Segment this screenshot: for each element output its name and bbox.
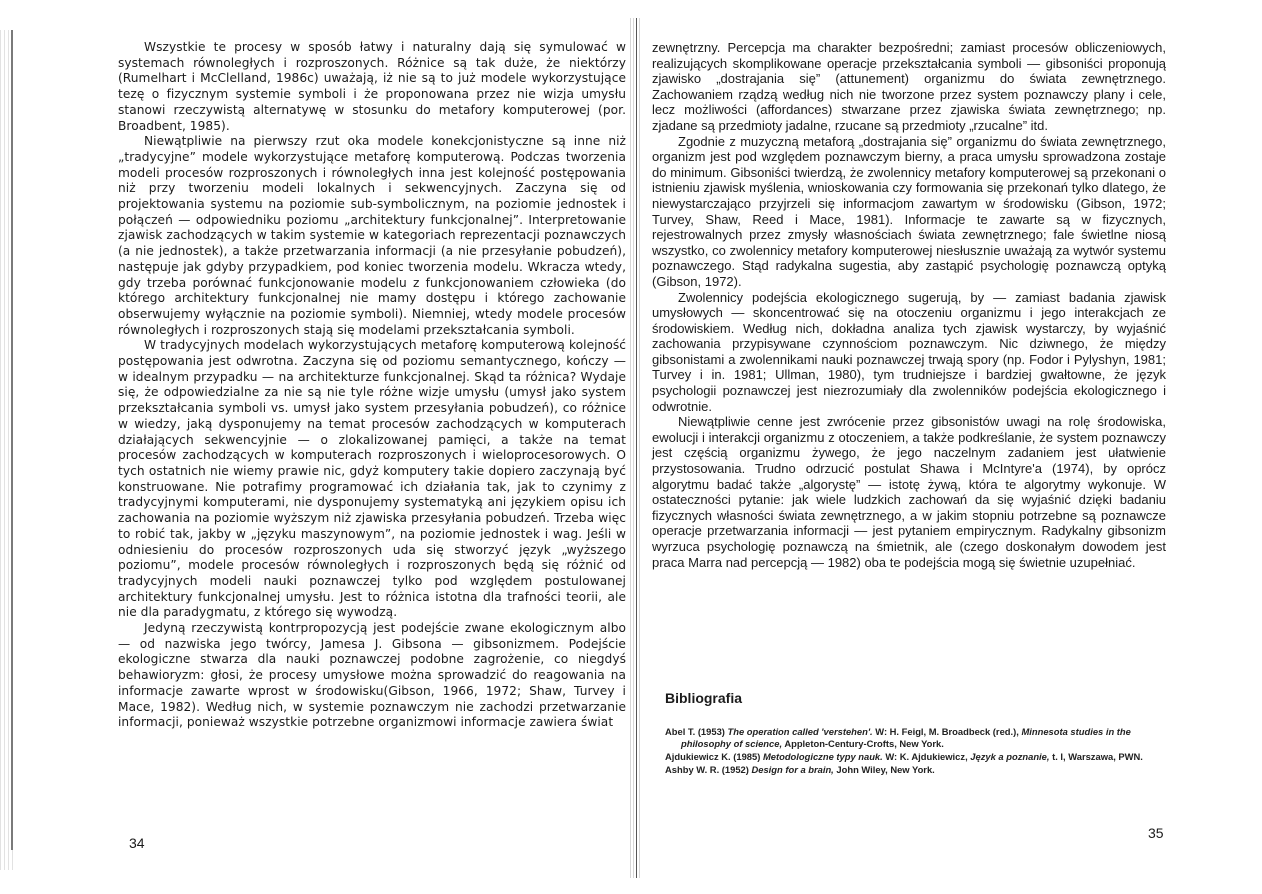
paragraph: zewnętrzny. Percepcja ma charakter bezpośredni; zamiast procesów obliczeniowych, realizujących skomplikowane operacje przekształcania symboli — gibsoniści proponują zjawisko „dostrajania się” (attunement) organizmu do świata zewnętrznego. Zachowaniem rządzą według nich nie tworzone przez system poznawczy plany i cele, lecz możliwości (affordances) stwarzane przez zjawiska świata zewnętrznego; np. zjadane są przedmioty jadalne, rzucane są przedmioty „rzucalne” itd.	[652, 40, 1166, 133]
paragraph: Niewątpliwie cenne jest zwrócenie przez gibsonistów uwagi na rolę środowiska, ewolucji i interakcji organizmu z otoczeniem, a także podkreślanie, że system poznawczy jest częścią organizmu żywego, że jego naczelnym zadaniem jest ułatwienie przystosowania. Trudno odrzucić postulat Shawa i McIntyre'a (1974), by oprócz algorytmu badać także „algorystę” — istotę żywą, która te algorytmy wykonuje. W ostateczności pytanie: jak wiele ludzkich zachowań da się wyjaśnić dzięki badaniu fizycznych własności świata zewnętrznego, a w jakim stopniu potrzebne są poznawcze operacje przetwarzania informacji — jest pytaniem empirycznym. Radykalny gibsonizm wyrzuca psychologię poznawczą na śmietnik, ale (czego doskonałym dowodem jest praca Marra nad percepcją — 1982) oba te podejścia mogą się świetnie uzupełniać.	[652, 414, 1166, 570]
bibliography-list	[665, 726, 1165, 777]
paragraph: Zgodnie z muzyczną metaforą „dostrajania się” organizmu do świata zewnętrznego, organizm jest pod względem poznawczym bierny, a praca umysłu sprowadzona zostaje do minimum. Gibsoniści twierdzą, że zwolennicy metafory komputerowej są przekonani o istnieniu zjawisk myślenia, wnioskowania czy formowania się przekonań tylko dlatego, że niewystarczająco przyjrzeli się informacjom zawartym w środowisku (Gibson, 1972; Turvey, Shaw, Reed i Mace, 1981). Informacje te zawarte są w fizycznych, rejestrowalnych przez zmysły własnościach świata zewnętrznego; fale świetlne niosą wszystko, co zwolennicy metafory komputerowej niesłusznie uważają za wytwór systemu poznawczego. Stąd radykalna sugestia, aby zastąpić psychologię poznawczą optyką (Gibson, 1972).	[652, 133, 1166, 289]
bibliography-entry: Ajdukiewicz K. (1985) Metodologiczne typy nauk. W: K. Ajdukiewicz, Język a poznanie, t. I, Warszawa, PWN.	[665, 751, 1143, 762]
book-spine	[630, 18, 642, 878]
page-number-right: 35	[1148, 825, 1164, 841]
right-page-text	[652, 40, 1166, 570]
paragraph: Niewątpliwie na pierwszy rzut oka modele konekcjonistyczne są inne niż „tradycyjne” modele wykorzystujące metaforę komputerową. Podczas tworzenia modeli procesów rozproszonych i równoległych inna jest kolejność postępowania niż przy tworzeniu modeli lokalnych i sekwencyjnych. Zaczyna się od projektowania systemu na poziomie sub-symbolicznym, na poziomie jednostek i połączeń — odpowiedniku poziomu „architektury funkcjonalnej”. Interpretowanie zjawisk zachodzących w takim systemie w kategoriach reprezentacji poznawczych (a nie jednostek), a także przetwarzania informacji (a nie przesyłanie pobudzeń), następuje jak gdyby przypadkiem, pod koniec tworzenia modelu. Wkracza wtedy, gdy trzeba porównać funkcjonowanie modelu z funkcjonowaniem człowieka (do którego architektury funkcjonalnej nie mamy dostępu i którego zachowanie obserwujemy wyłącznie na poziomie symboli). Niemniej, wtedy modele procesów równoległych i rozproszonych stają się modelami przekształcania symboli.	[118, 134, 626, 337]
bibliography-entry: Ashby W. R. (1952) Design for a brain, John Wiley, New York.	[665, 764, 935, 775]
page-number-left: 34	[129, 835, 145, 851]
scan-edge-left	[0, 30, 14, 870]
paragraph: W tradycyjnych modelach wykorzystujących metaforę komputerową kolejność postępowania jest odwrotna. Zaczyna się od poziomu semantycznego, kończy — w idealnym przypadku — na architekturze funkcjonalnej. Skąd ta różnica? Wydaje się, że odpowiedzialne za nie są nie tyle różne wizje umysłu (umysł jako system przekształcania symboli vs. umysł jako system przesyłania pobudzeń), co różnice w wiedzy, jaką dysponujemy na temat procesów zachodzących w komputerach działających sekwencyjnie — o zlokalizowanej pamięci, a także na temat procesów zachodzących w komputerach rozproszonych i wieloprocesorowych. O tych ostatnich nie wiemy prawie nic, gdyż komputery takie dopiero zaczynają być konstruowane. Nie potrafimy programować ich działania tak, jak to czynimy z tradycyjnymi komputerami, nie dysponujemy systematyką ani językiem opisu ich zachowania na poziomie wyższym niż zjawiska przesyłania pobudzeń. Trzeba więc to robić tak, jakby w „języku maszynowym”, na poziomie jednostek i wag. Jeśli w odniesieniu do procesów rozproszonych uda się stworzyć język „wyższego poziomu”, modele procesów równoległych i rozproszonych będą się różnić od tradycyjnych modeli nauki poznawczej tylko pod względem postulowanej architektury funkcjonalnej umysłu. Jest to różnica istotna dla trafności teorii, ale nie dla paradygmatu, z którego się wywodzą.	[118, 338, 626, 620]
bibliography-entry: Abel T. (1953) The operation called 'verstehen'. W: H. Feigl, M. Broadbeck (red.), Minnesota studies in the philosophy of science, Appleton-Century-Crofts, New York.	[665, 726, 1131, 749]
bibliography-heading: Bibliografia	[665, 690, 743, 706]
paragraph: Wszystkie te procesy w sposób łatwy i naturalny dają się symulować w systemach równoległych i rozproszonych. Różnice są tak duże, że niektórzy (Rumelhart i McClelland, 1986c) uważają, iż nie są to już modele wykorzystujące tezę o fizycznym systemie symboli i że proponowana przez nie wizja umysłu stanowi rzeczywistą alternatywę w stosunku do metafory komputerowej (por. Broadbent, 1985).	[118, 40, 626, 133]
left-page-text	[118, 40, 626, 731]
paragraph: Jedyną rzeczywistą kontrpropozycją jest podejście zwane ekologicznym albo — od nazwiska jego twórcy, Jamesa J. Gibsona — gibsonizmem. Podejście ekologiczne stwarza dla nauki poznawczej podobne zagrożenie, co niegdyś behawioryzm: głosi, że procesy umysłowe można sprowadzić do reagowania na informacje zawarte wprost w środowisku(Gibson, 1966, 1972; Shaw, Turvey i Mace, 1982). Według nich, w systemie poznawczym nie zachodzi przetwarzanie informacji, ponieważ wszystkie potrzebne organizmowi informacje zawiera świat	[118, 621, 626, 730]
paragraph: Zwolennicy podejścia ekologicznego sugerują, by — zamiast badania zjawisk umysłowych — skoncentrować się na otoczeniu organizmu i jego interakcjach ze środowiskiem. Według nich, dokładna analiza tych zjawisk wystarczy, by wyjaśnić zachowania przypisywane czynnościom poznawczym. Nic dziwnego, że między gibsonistami a zwolennikami nauki poznawczej trwają spory (np. Fodor i Pylyshyn, 1981; Turvey i in. 1981; Ullman, 1980), tym trudniejsze i bardziej gwałtowne, że język psychologii poznawczej jest niezrozumiały dla zwolenników podejścia ekologicznego i odwrotnie.	[652, 289, 1166, 414]
